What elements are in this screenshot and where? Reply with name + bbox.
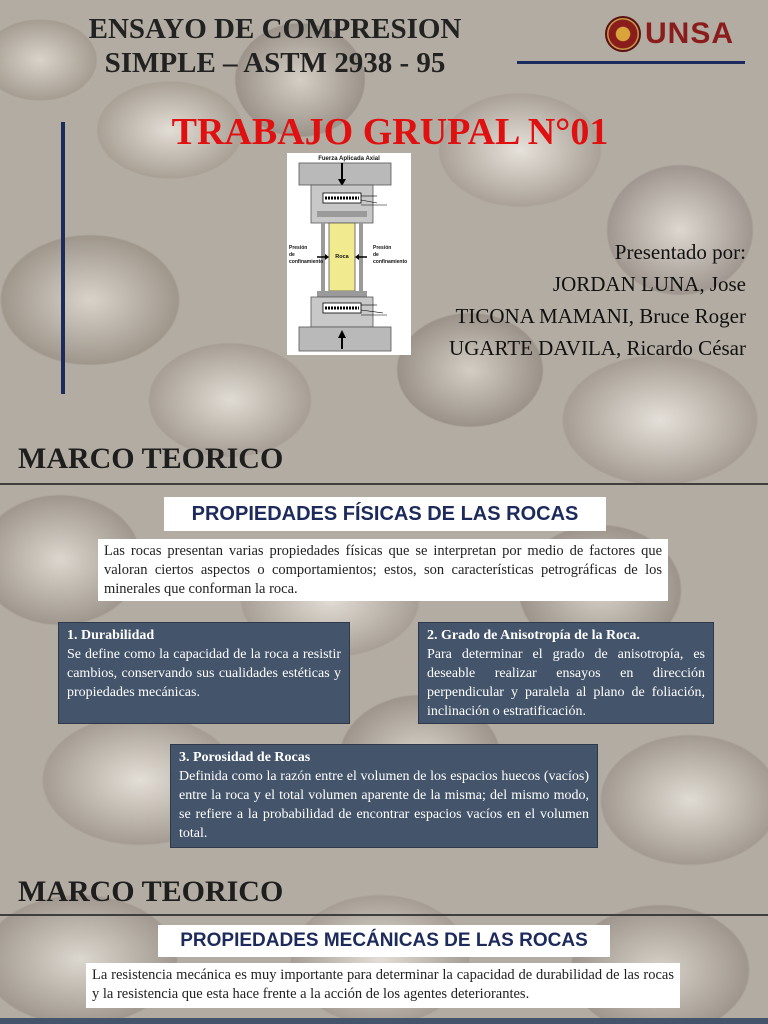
mechanical-properties-intro: La resistencia mecánica es muy importante para determinar la capacidad de durabilidad de las rocas y la resistencia que esta hace frente a la acción de los agentes deteriorantes.	[86, 963, 680, 1008]
physical-properties-intro: Las rocas presentan varias propiedades físicas que se interpretan por medio de factores que valoran ciertos aspectos o comportamientos; estos, son características petrográficas de los minerales que conforman la roca.	[98, 539, 668, 601]
author-3: UGARTE DAVILA, Ricardo César	[449, 336, 746, 360]
presented-by-label: Presentado por:	[614, 240, 746, 264]
compression-test-diagram	[287, 153, 411, 355]
diagram-left-label-1: Presión	[289, 245, 308, 251]
diagram-center-label: Roca	[335, 254, 349, 260]
durability-box	[58, 622, 350, 724]
title-line-2: SIMPLE – ASTM 2938 - 95	[104, 47, 446, 79]
section-1-divider	[0, 483, 768, 485]
physical-properties-title: PROPIEDADES FÍSICAS DE LAS ROCAS	[164, 497, 606, 531]
diagram-right-label-2: de	[373, 252, 379, 258]
logo-text: UNSA	[645, 17, 735, 50]
diagram-left-label-3: confinamiento	[289, 259, 324, 265]
presented-by-block	[449, 236, 746, 364]
mechanical-properties-title: PROPIEDADES MECÁNICAS DE LAS ROCAS	[158, 925, 610, 957]
section-2-divider	[0, 914, 768, 916]
section-1-heading: MARCO TEORICO	[18, 442, 284, 475]
title-line-1: ENSAYO DE COMPRESION	[88, 13, 462, 45]
anisotropy-box	[418, 622, 714, 724]
durability-text: Se define como la capacidad de la roca a resistir cambios, conservando sus cualidades estéticas y propiedades mecánicas.	[67, 647, 341, 700]
group-work-title: TRABAJO GRUPAL N°01	[171, 111, 609, 153]
document-title	[40, 12, 510, 80]
author-1: JORDAN LUNA, Jose	[552, 272, 746, 296]
diagram-svg	[287, 153, 411, 355]
porosity-box	[170, 744, 598, 848]
logo-underline	[517, 61, 745, 64]
diagram-top-label: Fuerza Aplicada Axial	[318, 156, 380, 162]
section-2-heading: MARCO TEORICO	[18, 875, 284, 908]
next-box-edge	[0, 1018, 768, 1024]
diagram-right-label-3: confinamiento	[373, 259, 408, 265]
left-accent-line	[61, 122, 65, 394]
porosity-text: Definida como la razón entre el volumen de los espacios huecos (vacíos) entre la roca y el total volumen aparente de la misma; del mismo modo, se refiere a la probabilidad de encontrar espacios vacíos en el volumen total.	[179, 769, 589, 841]
anisotropy-text: Para determinar el grado de anisotropía, es deseable realizar ensayos en dirección perpendicular y paralela al plano de foliación, inclinación o estratificación.	[427, 647, 705, 719]
anisotropy-title: 2. Grado de Anisotropía de la Roca.	[427, 628, 640, 643]
porosity-title: 3. Porosidad de Rocas	[179, 750, 311, 765]
university-seal-icon	[605, 16, 641, 52]
durability-title: 1. Durabilidad	[67, 628, 155, 643]
author-2: TICONA MAMANI, Bruce Roger	[455, 304, 746, 328]
diagram-right-label-1: Presión	[373, 245, 392, 251]
unsa-logo	[605, 10, 745, 58]
diagram-left-label-2: de	[289, 252, 295, 258]
